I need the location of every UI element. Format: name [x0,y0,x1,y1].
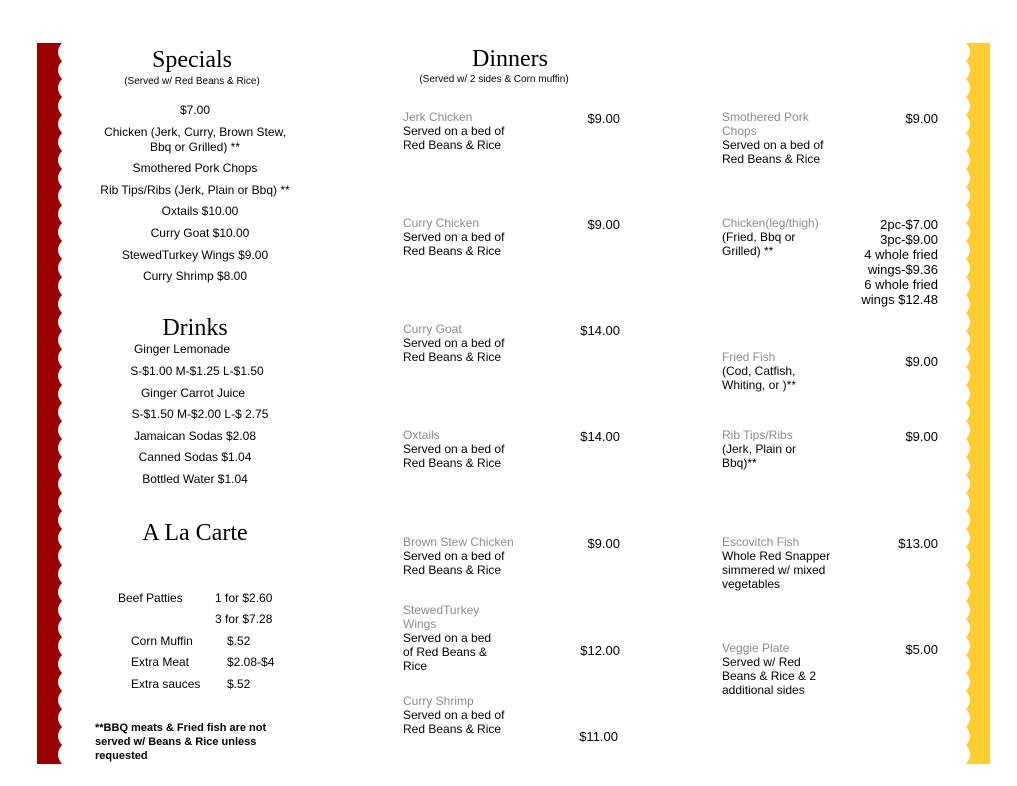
alacarte-item-label: Corn Muffin [131,634,193,648]
dinner-item-desc: Served w/ Red Beans & Rice & 2 additional sides [722,655,817,697]
dinner-item-desc: Served on a bed of Red Beans & Rice [403,442,505,470]
dinner-item-desc: (Fried, Bbq or Grilled) ** [722,230,796,258]
dinner-item [403,216,523,258]
dinner-item-desc: Served on a bed of Red Beans & Rice [722,138,824,166]
left-wavy-border [37,43,62,764]
alacarte-item-price: $.52 [227,634,251,648]
dinner-item [403,428,523,470]
dinner-item-price: $13.00 [898,536,938,551]
specials-item-turkey-wings: StewedTurkey Wings $9.00 [121,248,269,262]
specials-item-chicken: Chicken (Jerk, Curry, Brown Stew, Bbq or Grilled) ** [104,125,286,154]
footnote: **BBQ meats & Fried fish are not served w/ Beans & Rice unless requested [95,722,267,762]
dinner-item-price: $11.00 [579,729,618,744]
dinner-item-desc: Served on a bed of Red Beans & Rice [403,230,505,258]
specials-item-rib-tips: Rib Tips/Ribs (Jerk, Plain or Bbq) ** [100,183,290,197]
dinner-item-name: Fried Fish [722,350,776,364]
dinner-item [403,535,523,577]
dinner-item-name: Brown Stew Chicken [403,535,514,549]
dinner-item-name: Smothered Pork Chops [722,110,809,138]
dinner-item-name: Rib Tips/Ribs [722,428,793,442]
dinner-item [403,322,523,364]
dinner-item-price: $9.00 [587,217,620,232]
dinner-item [722,110,827,166]
dinners-subtitle: (Served w/ 2 sides & Corn muffin) [419,74,569,85]
alacarte-item-price: $2.08-$4 [227,655,275,669]
dinner-item-name: Curry Chicken [403,216,480,230]
specials-subtitle: (Served w/ Red Beans & Rice) [124,76,260,87]
dinner-item-name: Curry Shrimp [403,694,474,708]
dinner-item-price: $9.00 [587,111,620,126]
dinner-item-desc: Whole Red Snapper simmered w/ mixed vegetables [722,549,831,591]
alacarte-item-label: Extra sauces [131,677,201,691]
specials-item-pork-chops: Smothered Pork Chops [132,161,258,175]
dinner-item-desc: (Jerk, Plain or Bbq)** [722,442,797,470]
dinner-item-desc: Served on a bed of Red Beans & Rice [403,124,505,152]
dinner-item-name: Curry Goat [403,322,462,336]
alacarte-beef-patties-label: Beef Patties [118,591,183,605]
dinner-item-desc: Served on a bed of Red Beans & Rice [403,631,492,673]
specials-item-price: $7.00 [179,103,211,117]
dinner-item-desc: (Cod, Catfish, Whiting, or )** [722,364,797,392]
drinks-item: Bottled Water $1.04 [142,472,248,486]
dinner-item-price: 3pc-$9.00 [880,232,938,247]
drinks-item: S-$1.50 M-$2.00 L-$ 2.75 [131,407,269,421]
dinner-item-price: 4 whole fried wings-$9.36 [864,247,938,277]
dinner-item-desc: Served on a bed of Red Beans & Rice [403,708,505,736]
dinner-item-price: 2pc-$7.00 [880,217,938,232]
dinner-item-desc: Served on a bed of Red Beans & Rice [403,336,505,364]
dinner-item-name: Jerk Chicken [403,110,473,124]
dinner-item [722,350,827,392]
dinner-item-price-list [848,217,938,307]
dinner-item-price: $14.00 [580,429,620,444]
dinner-item-name: StewedTurkey Wings [403,603,480,631]
drinks-title: Drinks [162,315,228,341]
specials-item-curry-shrimp: Curry Shrimp $8.00 [142,269,248,283]
drinks-item: Canned Sodas $1.04 [138,450,252,464]
dinners-title: Dinners [472,46,548,72]
dinner-item [722,535,837,591]
dinner-item-name: Escovitch Fish [722,535,800,549]
alacarte-title: A La Carte [142,520,248,546]
alacarte-item-label: Extra Meat [131,655,190,669]
right-wavy-border [966,43,990,764]
alacarte-item-price: $.52 [227,677,251,691]
dinner-item [722,428,827,470]
drinks-item: Jamaican Sodas $2.08 [133,429,257,443]
dinner-item-price: $12.00 [580,643,620,658]
dinner-item [722,641,827,697]
alacarte-beef-patties-price: 1 for $2.60 [215,591,273,605]
dinner-item-price: $9.00 [905,354,938,369]
specials-item-curry-goat: Curry Goat $10.00 [150,226,250,240]
dinner-item-price: 6 whole fried wings $12.48 [861,277,938,307]
dinner-item-price: $9.00 [905,429,938,444]
specials-item-oxtails: Oxtails $10.00 [161,204,239,218]
dinner-item-price: $9.00 [905,111,938,126]
dinner-item [403,694,523,736]
dinner-item-name: Veggie Plate [722,641,790,655]
dinner-item-name: Chicken(leg/thigh) [722,216,819,230]
dinner-item-price: $14.00 [580,323,620,338]
drinks-item: Ginger Carrot Juice [140,386,246,400]
alacarte-beef-patties-price: 3 for $7.28 [215,612,273,626]
dinner-item [722,216,827,258]
dinner-item [403,110,523,152]
dinner-item [403,603,503,673]
drinks-item: S-$1.00 M-$1.25 L-$1.50 [130,364,264,378]
dinner-item-price: $9.00 [587,536,620,551]
dinner-item-price: $5.00 [905,642,938,657]
specials-title: Specials [152,47,232,73]
dinner-item-desc: Served on a bed of Red Beans & Rice [403,549,505,577]
dinner-item-name: Oxtails [403,428,440,442]
drinks-item: Ginger Lemonade [133,342,231,356]
